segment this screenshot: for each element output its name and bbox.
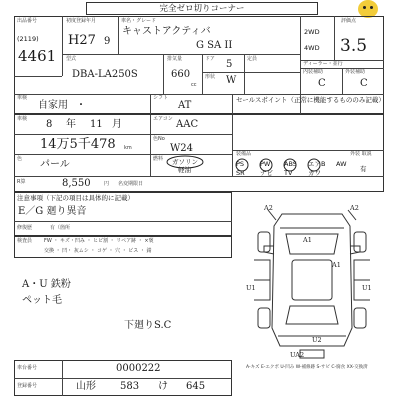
diagram-mark-a2-left: A2: [264, 204, 273, 212]
equipment-circle-marks: [232, 158, 332, 178]
page-banner: 完全ゼロ切りコーナー: [86, 2, 318, 15]
fuel-circle-mark: [165, 155, 205, 169]
registration-label: 初度登録年月: [66, 18, 97, 24]
exterior-label: 外装補助: [345, 69, 366, 75]
type-label: 型式: [66, 56, 77, 62]
inspection-month: 11: [90, 119, 103, 130]
plate-serial: 645: [186, 381, 206, 392]
transmission-label: シフト: [153, 95, 169, 101]
equip-pw: PW: [260, 160, 271, 168]
plate-region: 山形: [76, 381, 96, 392]
remark-line3: 下廻りS.C: [124, 320, 172, 331]
inspection-month-unit: 月: [112, 119, 122, 130]
shape-label: 形状: [205, 74, 216, 80]
sales-point-label: セールスポイント（正常に機能するもののみ記載）: [236, 96, 385, 104]
inspection-year: 8: [46, 119, 53, 130]
ownership-label: 車検: [17, 95, 28, 101]
drive-2wd: 2WD: [304, 28, 320, 36]
price-unit: 円: [104, 181, 110, 187]
chassis-value: 0000222: [116, 363, 161, 374]
notes-label: 注意事項（下記の項目は具体的に記載）: [17, 194, 134, 202]
inspection-year-unit: 年: [66, 119, 76, 130]
color-code-label: 色No: [153, 136, 165, 142]
plate-number: 583: [120, 381, 140, 392]
equip-airbag: エアB: [308, 160, 326, 168]
aircon-value: AAC: [176, 119, 199, 130]
price-value: 8,550: [62, 178, 91, 189]
price-note: 名変期限日: [118, 181, 144, 187]
damage-legend: A-キズ E-エクボ U-凹み W-補修跡 S-サビ C-腐食 XX-交換済: [246, 365, 368, 370]
doors-value: 5: [226, 59, 233, 70]
fuel-label: 燃料: [153, 156, 164, 162]
equip-abs: ABS: [284, 160, 297, 168]
engine-value: 660: [171, 69, 191, 80]
diagram-mark-a2-right: A2: [350, 204, 359, 212]
docs-value: 有: [360, 165, 367, 173]
color-label: 色: [17, 156, 23, 162]
grade-label: 評価点: [341, 18, 357, 24]
dealer-label: ディーラー・並行: [303, 61, 343, 67]
mileage-value: 14万5千478: [40, 137, 116, 152]
diagram-mark-a1-top: A1: [303, 236, 312, 244]
doors-label: ドア: [205, 56, 215, 62]
repair-label: 有（箇所: [50, 225, 71, 231]
exterior-value: C: [360, 78, 368, 89]
inspector-items: FW ・ キズ・凹み ・ ヒビ割 ・ リペア跡 ・ ×褒: [44, 238, 154, 244]
mechanic-label: 修復歴: [17, 225, 33, 231]
color-code: W24: [170, 143, 194, 154]
inspector-items2: 交換 ・ 凹・ 灰ムシ ・ コゲ ・ 穴 ・ ビス ・ 錆: [44, 248, 152, 254]
diagram-mark-u2: U2: [312, 336, 322, 344]
interior-value: C: [318, 78, 326, 89]
diagram-mark-u1-right: U1: [362, 284, 372, 292]
lot-label: 出品番号: [17, 18, 38, 24]
ownership-suffix: ・: [76, 100, 86, 111]
inspection-label: 車検: [17, 116, 28, 122]
fuel-alt: 軽油: [178, 166, 191, 174]
interior-label: 内装補助: [303, 69, 324, 75]
grade-value: 3.5: [340, 36, 368, 56]
model-name: キャストアクティバ: [122, 26, 211, 37]
model-label: 車名・グレード: [121, 18, 157, 24]
registration-year: H27: [68, 33, 96, 48]
capacity-label: 定員: [247, 56, 258, 62]
registration-month: 9: [104, 36, 111, 47]
plate-kana: け: [158, 381, 168, 392]
shape-value: W: [226, 75, 237, 86]
docs-label: 外装 取説: [350, 151, 372, 157]
mileage-unit: km: [124, 145, 132, 151]
equip-sr: SR: [236, 169, 245, 177]
equip-ps: PS: [236, 160, 245, 168]
plate-label: 登録番号: [17, 383, 38, 389]
type-value: DBA-LA250S: [72, 69, 138, 80]
equip-navi: ナビ: [260, 169, 273, 177]
equip-leather: カワ: [308, 169, 321, 177]
transmission-value: AT: [178, 100, 192, 111]
engine-unit: cc: [191, 82, 197, 88]
equip-tv: TV: [284, 169, 293, 177]
equipment-label: 装備品: [236, 151, 252, 157]
model-grade: G SA II: [196, 40, 233, 51]
remark-line2: ペット毛: [22, 295, 62, 306]
lot-number: 4461: [18, 47, 57, 65]
color-value: パール: [40, 159, 70, 170]
engine-label: 排気量: [167, 56, 183, 62]
notes-line1: E／G 廻り異音: [18, 206, 87, 217]
aircon-label: エアコン: [153, 116, 173, 122]
chassis-label: 車台番号: [17, 365, 38, 371]
diagram-mark-a1-right: A1: [332, 261, 341, 269]
drive-4wd: 4WD: [304, 44, 320, 52]
lot-sub-code: (2119): [17, 35, 39, 43]
ownership-value: 自家用: [38, 100, 68, 111]
inspector-label: 検査員: [17, 238, 33, 244]
remark-line1: A・U 鉄粉: [22, 279, 71, 290]
diagram-mark-u1-left: U1: [246, 284, 256, 292]
price-label: R算: [17, 179, 26, 185]
diagram-mark-ua2: UA2: [290, 351, 305, 359]
equip-aw: AW: [336, 160, 347, 168]
fuel-value: ガソリン: [172, 158, 198, 166]
